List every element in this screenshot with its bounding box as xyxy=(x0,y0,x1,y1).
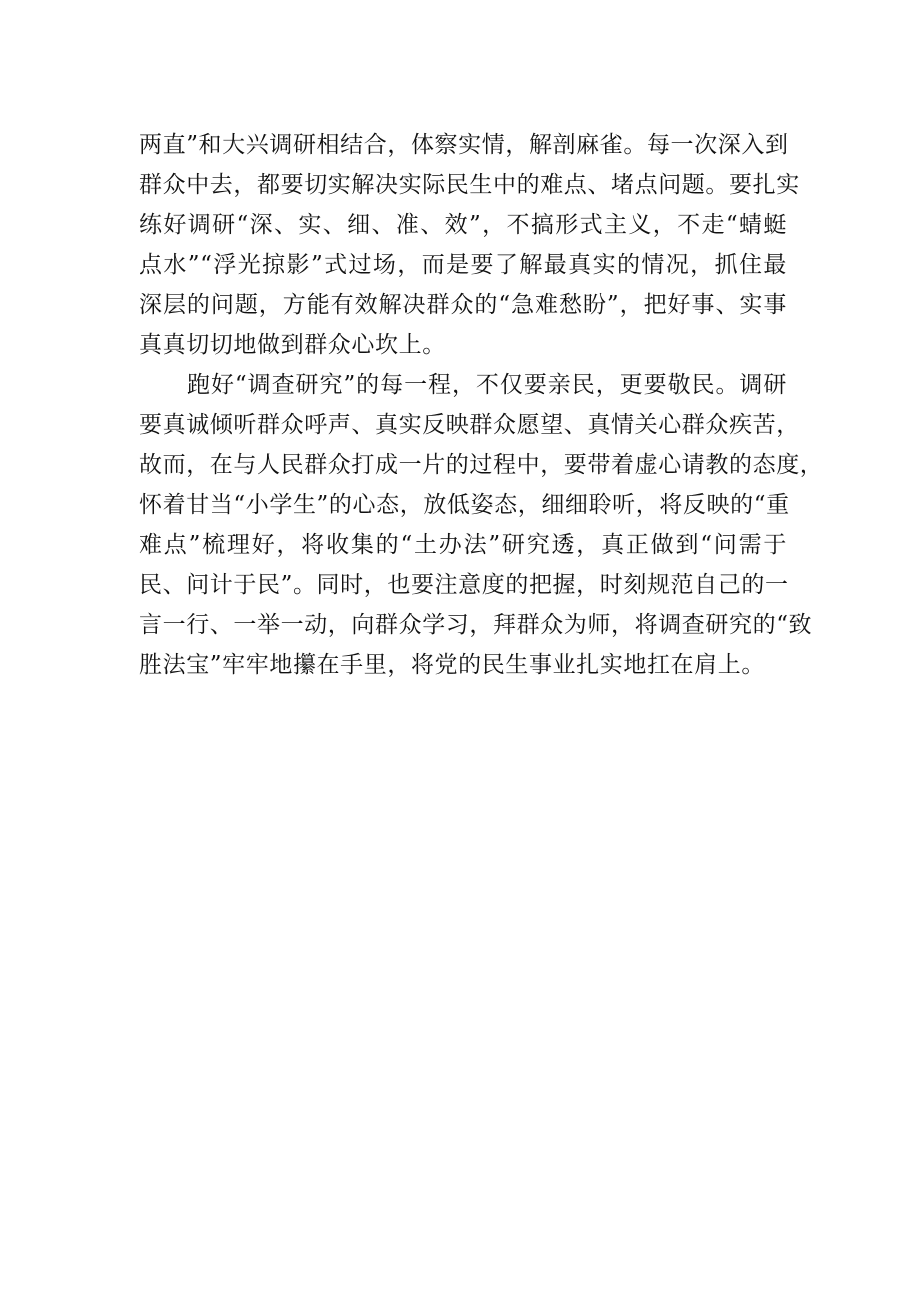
paragraph-1-line-3: 练好调研“深、实、细、准、效”，不搞形式主义，不走“蜻蜓 xyxy=(139,212,787,238)
paragraph-2-line-4: 怀着甘当“小学生”的心态，放低姿态，细细聆听，将反映的“重 xyxy=(139,492,790,518)
body-text xyxy=(139,125,824,685)
paragraph-2-line-8: 胜法宝”牢牢地攥在手里，将党的民生事业扎实地扛在肩上。 xyxy=(139,652,765,678)
paragraph-2-line-7: 言一行、一举一动，向群众学习，拜群众为师，将调查研究的“致 xyxy=(139,612,813,638)
paragraph-1 xyxy=(139,125,800,365)
paragraph-1-line-1: 两直”和大兴调研相结合，体察实情，解剖麻雀。每一次深入到 xyxy=(139,132,789,158)
paragraph-2-line-6: 民、问计于民”。同时，也要注意度的把握，时刻规范自己的一 xyxy=(139,572,789,598)
paragraph-1-line-4: 点水”“浮光掠影”式过场，而是要了解最真实的情况，抓住最 xyxy=(139,252,787,278)
paragraph-1-line-6: 真真切切地做到群众心坎上。 xyxy=(139,332,446,358)
paragraph-1-line-2: 群众中去，都要切实解决实际民生中的难点、堵点问题。要扎实 xyxy=(139,172,800,198)
paragraph-1-line-5: 深层的问题，方能有效解决群众的“急难愁盼”，把好事、实事 xyxy=(139,292,787,318)
paragraph-2-line-1: 跑好“调查研究”的每一程，不仅要亲民，更要敬民。调研 xyxy=(187,372,787,398)
paragraph-2-line-5: 难点”梳理好，将收集的“土办法”研究透，真正做到“问需于 xyxy=(139,532,787,558)
paragraph-2-line-2: 要真诚倾听群众呼声、真实反映群众愿望、真情关心群众疾苦， xyxy=(139,412,800,438)
paragraph-2 xyxy=(139,365,824,685)
paragraph-2-line-3: 故而，在与人民群众打成一片的过程中，要带着虚心请教的态度， xyxy=(139,452,824,478)
